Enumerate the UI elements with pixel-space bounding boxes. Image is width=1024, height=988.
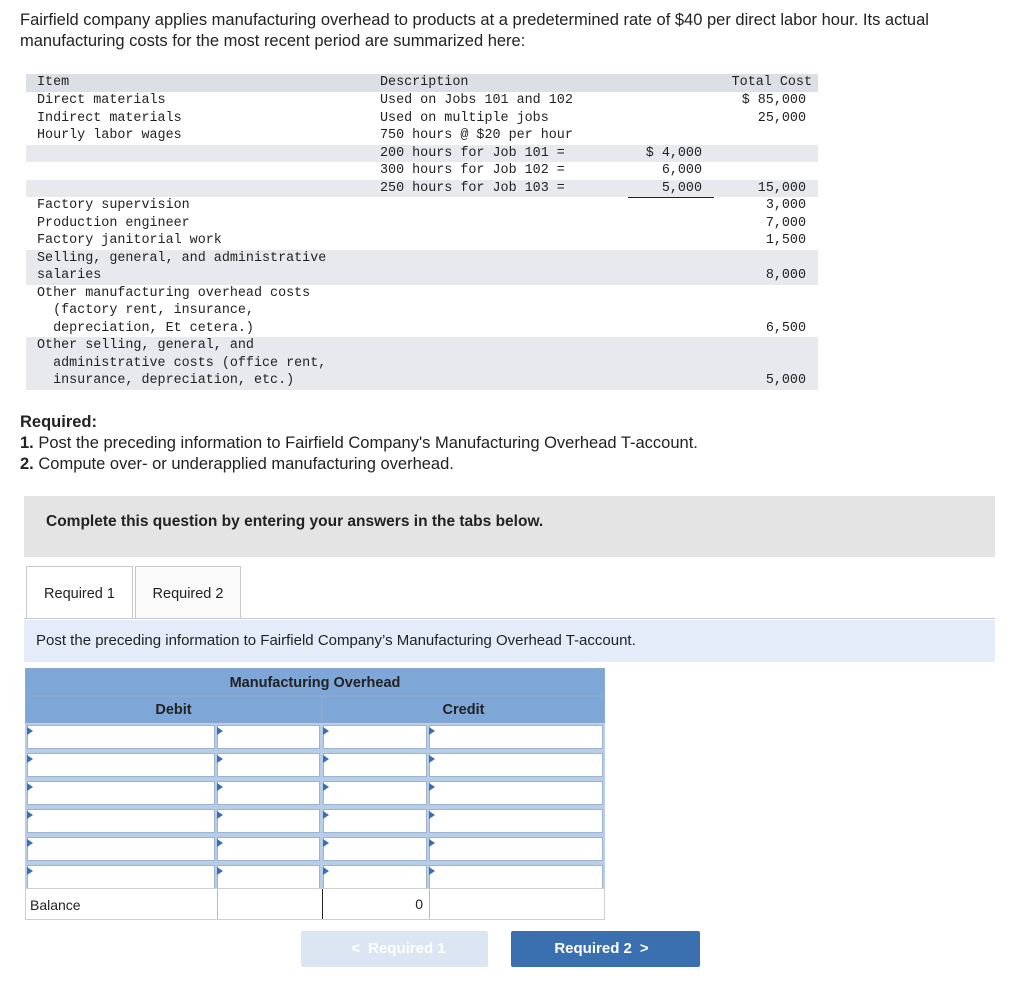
row-total: 7,000	[765, 215, 806, 231]
row-item: administrative costs (office rent,	[37, 355, 327, 371]
credit-amount-input[interactable]	[323, 865, 427, 889]
tab-required-2[interactable]: Required 2	[135, 566, 241, 619]
table-row	[26, 180, 818, 198]
chevron-right-icon: >	[639, 940, 649, 957]
cost-table	[26, 74, 818, 390]
debit-description-input[interactable]	[27, 753, 215, 777]
t-account-row	[25, 863, 605, 889]
table-row	[26, 110, 818, 128]
row-amount: $ 4,000	[645, 145, 702, 161]
row-total: 25,000	[757, 110, 806, 126]
row-total: 5,000	[765, 373, 806, 388]
table-row	[26, 162, 818, 180]
credit-header: Credit	[322, 696, 605, 723]
debit-description-input[interactable]	[27, 725, 215, 749]
credit-description-input[interactable]	[429, 753, 603, 777]
required-item-1-number: 1.	[20, 434, 34, 452]
row-total: 8,000	[765, 268, 806, 283]
credit-description-input[interactable]	[429, 809, 603, 833]
prev-button-label: Required 1	[368, 940, 446, 957]
table-row	[26, 232, 818, 250]
header-total: Total Cost	[731, 75, 812, 90]
required-item-2-number: 2.	[20, 455, 34, 473]
row-item: Factory supervision	[37, 198, 190, 213]
row-item: Factory janitorial work	[37, 233, 222, 248]
credit-amount-input[interactable]	[323, 725, 427, 749]
debit-amount-input[interactable]	[217, 809, 320, 833]
row-item: Direct materials	[37, 93, 166, 108]
row-total: $ 85,000	[741, 93, 806, 108]
t-account-row	[25, 779, 605, 807]
table-row	[26, 197, 818, 215]
debit-amount-input[interactable]	[217, 781, 320, 805]
t-account-title: Manufacturing Overhead	[25, 668, 605, 696]
table-row	[26, 285, 818, 338]
table-row	[26, 337, 818, 390]
row-item: Other manufacturing overhead costs	[37, 285, 311, 301]
debit-description-input[interactable]	[27, 865, 215, 889]
row-description: 200 hours for Job 101 =	[380, 145, 565, 161]
prev-button[interactable]	[301, 931, 488, 967]
row-amount: 5,000	[661, 180, 702, 196]
credit-description-input[interactable]	[429, 781, 603, 805]
credit-amount-input[interactable]	[323, 753, 427, 777]
header-description: Description	[380, 75, 469, 90]
t-account-row	[25, 807, 605, 835]
row-amount: 6,000	[661, 163, 702, 178]
table-row	[26, 215, 818, 233]
balance-value: 0	[323, 889, 430, 919]
debit-description-input[interactable]	[27, 837, 215, 861]
chevron-left-icon: <	[351, 940, 361, 957]
row-total: 15,000	[757, 180, 806, 196]
row-description: Used on Jobs 101 and 102	[380, 93, 573, 108]
problem-intro: Fairfield company applies manufacturing overhead to products at a predetermined rate of $40 per direct labor hour. Its actual manufacturing costs for the most recent period are summarized here:	[20, 11, 929, 50]
balance-row	[25, 888, 605, 920]
row-description: 250 hours for Job 103 =	[380, 180, 565, 196]
table-row	[26, 145, 818, 163]
row-item: Selling, general, and administrative	[37, 250, 327, 266]
credit-amount-input[interactable]	[323, 809, 427, 833]
row-total: 6,500	[765, 320, 806, 336]
debit-amount-input[interactable]	[217, 837, 320, 861]
debit-description-input[interactable]	[27, 781, 215, 805]
credit-amount-input[interactable]	[323, 837, 427, 861]
row-description: Used on multiple jobs	[380, 110, 549, 126]
tab-prompt-text: Post the preceding information to Fairfield Company’s Manufacturing Overhead T-account.	[36, 632, 636, 649]
row-item: Other selling, general, and	[37, 338, 254, 353]
manufacturing-overhead-t-account	[25, 668, 605, 920]
debit-amount-input[interactable]	[217, 753, 320, 777]
header-item: Item	[37, 75, 70, 90]
row-item: (factory rent, insurance,	[37, 303, 254, 318]
balance-label: Balance	[30, 897, 81, 913]
required-heading: Required:	[20, 413, 98, 431]
t-account-row	[25, 751, 605, 779]
credit-description-input[interactable]	[429, 837, 603, 861]
row-item: Production engineer	[37, 215, 190, 231]
table-row	[26, 250, 818, 285]
debit-description-input[interactable]	[27, 809, 215, 833]
required-section	[20, 412, 698, 475]
t-account-row	[25, 723, 605, 751]
credit-amount-input[interactable]	[323, 781, 427, 805]
credit-description-input[interactable]	[429, 725, 603, 749]
table-header	[26, 74, 818, 92]
table-row	[26, 127, 818, 145]
balance-debit-cell	[217, 889, 323, 919]
row-item: insurance, depreciation, etc.)	[37, 373, 295, 388]
row-description: 750 hours @ $20 per hour	[380, 128, 573, 143]
table-row	[26, 92, 818, 110]
tab-required-1[interactable]: Required 1	[26, 566, 133, 619]
credit-description-input[interactable]	[429, 865, 603, 889]
next-button-label: Required 2	[554, 940, 632, 957]
required-item-1: Post the preceding information to Fairfield Company's Manufacturing Overhead T-account.	[38, 434, 698, 452]
required-item-2: Compute over- or underapplied manufacturing overhead.	[38, 455, 454, 473]
row-item: salaries	[37, 268, 102, 283]
row-total: 1,500	[765, 233, 806, 248]
t-account-row	[25, 835, 605, 863]
debit-amount-input[interactable]	[217, 725, 320, 749]
tab-divider	[24, 618, 995, 619]
row-item: Indirect materials	[37, 110, 182, 126]
row-item: Hourly labor wages	[37, 128, 182, 143]
row-description: 300 hours for Job 102 =	[380, 163, 565, 178]
row-item: depreciation, Et cetera.)	[37, 320, 254, 336]
instruction-text: Complete this question by entering your answers in the tabs below.	[46, 513, 544, 530]
debit-amount-input[interactable]	[217, 865, 320, 889]
tab-prompt	[24, 620, 995, 662]
instruction-banner	[24, 496, 995, 557]
debit-header: Debit	[25, 696, 322, 723]
row-total: 3,000	[765, 198, 806, 213]
next-button[interactable]	[511, 931, 700, 967]
